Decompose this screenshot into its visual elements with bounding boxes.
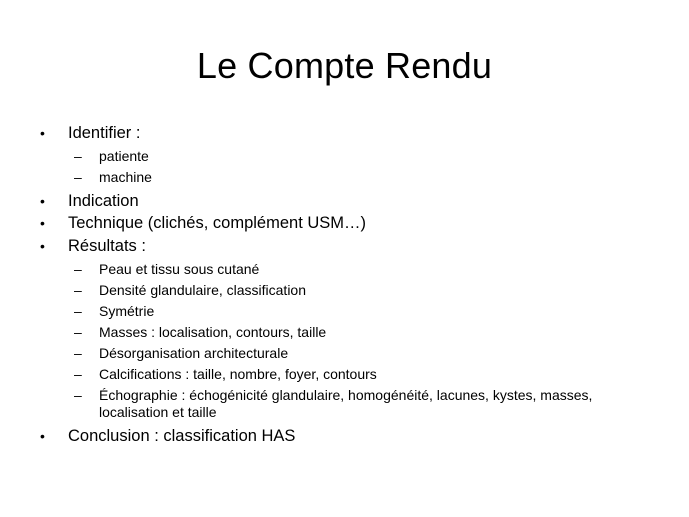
sub-item: [38, 324, 658, 341]
sub-item-text: Masses : localisation, contours, taille: [99, 323, 327, 340]
sub-item: [38, 387, 658, 421]
dash-icon: –: [74, 147, 82, 164]
list-item-resultats: [38, 236, 658, 257]
bullet-icon: •: [40, 124, 45, 141]
list-item-text: Technique (clichés, complément USM…): [68, 214, 367, 232]
list-item-indication: [38, 191, 658, 212]
bullet-list: [38, 121, 658, 447]
sub-item: [38, 261, 658, 278]
list-item-identifier: [38, 123, 658, 144]
sub-item-text: Calcifications : taille, nombre, foyer, contours: [99, 365, 377, 382]
dash-icon: –: [74, 260, 82, 277]
dash-icon: –: [74, 281, 82, 298]
bullet-icon: •: [40, 215, 45, 231]
list-item-text: Identifier :: [68, 123, 141, 142]
bullet-icon: •: [40, 237, 45, 254]
sub-item-text: Densité glandulaire, classification: [99, 281, 306, 298]
sub-item-text: patiente: [99, 147, 149, 164]
sub-item-text: Symétrie: [99, 302, 155, 319]
list-item-text: Résultats :: [68, 236, 146, 255]
list-item-technique: [38, 213, 658, 234]
sub-item-text: Désorganisation architecturale: [99, 344, 289, 361]
sub-item: [38, 282, 658, 299]
sub-item-text: machine: [99, 168, 152, 185]
slide-title: Le Compte Rendu: [196, 45, 493, 86]
sub-item: [38, 148, 658, 165]
bullet-icon: •: [40, 192, 45, 209]
list-item-text: Conclusion : classification HAS: [68, 426, 296, 445]
dash-icon: –: [74, 365, 82, 382]
dash-icon: –: [74, 302, 82, 319]
sub-item: [38, 345, 658, 362]
sub-item: [38, 169, 658, 186]
dash-icon: –: [74, 323, 82, 340]
list-item-text: Indication: [68, 191, 139, 210]
sub-item: [38, 303, 658, 320]
sub-item: [38, 366, 658, 383]
list-item-conclusion: [38, 426, 658, 447]
sub-item-text: Échographie : échogénicité glandulaire, homogénéité, lacunes, kystes, masses, localisation et taille: [99, 386, 593, 420]
bullet-icon: •: [40, 427, 45, 444]
sub-item-text: Peau et tissu sous cutané: [99, 260, 260, 277]
dash-icon: –: [74, 386, 82, 403]
dash-icon: –: [74, 344, 82, 361]
dash-icon: –: [74, 168, 82, 185]
